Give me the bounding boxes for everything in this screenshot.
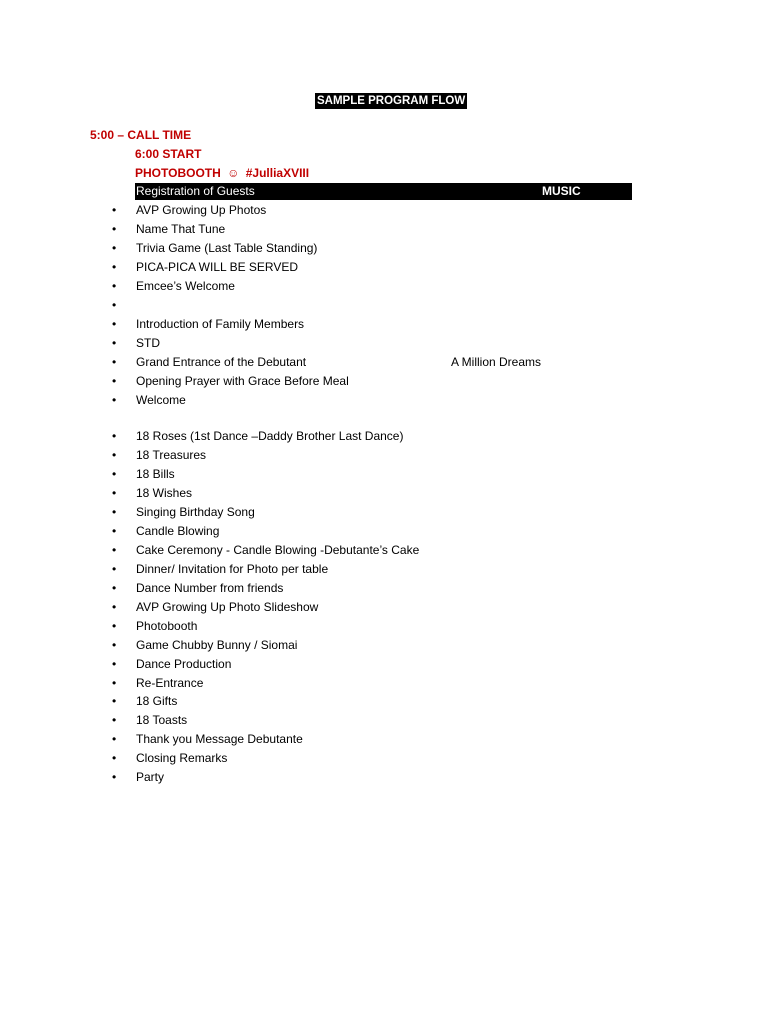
bullet-icon: •	[112, 657, 117, 671]
bar-right-label: MUSIC	[542, 184, 581, 198]
smiley-icon: ☺	[227, 166, 240, 180]
list-item-label: Name That Tune	[136, 222, 226, 236]
bullet-icon: •	[112, 467, 117, 481]
list-item	[0, 561, 768, 577]
bullet-icon: •	[112, 298, 117, 312]
bullet-icon: •	[112, 770, 117, 784]
bullet-icon: •	[112, 751, 117, 765]
bullet-icon: •	[112, 260, 117, 274]
list-item-label: Opening Prayer with Grace Before Meal	[136, 374, 349, 388]
list-item-label: Welcome	[136, 393, 186, 407]
list-item-label: Closing Remarks	[136, 751, 228, 765]
list-item-label: Party	[136, 770, 165, 784]
list-item	[0, 428, 768, 444]
bullet-icon: •	[112, 562, 117, 576]
bullet-icon: •	[112, 317, 117, 331]
start-time: 6:00 START	[135, 147, 202, 161]
list-item-label: PICA-PICA WILL BE SERVED	[136, 260, 299, 274]
list-item-label: Game Chubby Bunny / Siomai	[136, 638, 298, 652]
list-item-label: AVP Growing Up Photo Slideshow	[136, 600, 319, 614]
list-item	[0, 278, 768, 294]
list-item	[0, 316, 768, 332]
list-item	[0, 693, 768, 709]
bullet-icon: •	[112, 543, 117, 557]
list-item-label: Dinner/ Invitation for Photo per table	[136, 562, 329, 576]
photobooth-label: PHOTOBOOTH	[135, 166, 221, 180]
list-item	[0, 675, 768, 691]
list-item	[0, 731, 768, 747]
header-bar	[135, 183, 632, 200]
list-item	[0, 259, 768, 275]
list-item-label: 18 Roses (1st Dance –Daddy Brother Last Dance)	[136, 429, 404, 443]
list-item	[0, 523, 768, 539]
bullet-icon: •	[112, 374, 117, 388]
bullet-icon: •	[112, 600, 117, 614]
bullet-icon: •	[112, 619, 117, 633]
list-item-music: A Million Dreams	[451, 355, 542, 369]
list-item-label: Cake Ceremony - Candle Blowing -Debutante’s Cake	[136, 543, 420, 557]
photobooth-hashtag: #JulliaXVIII	[245, 166, 310, 180]
bullet-icon: •	[112, 336, 117, 350]
list-item-label: 18 Toasts	[136, 713, 188, 727]
list-item	[0, 712, 768, 728]
list-item-label: Introduction of Family Members	[136, 317, 305, 331]
bullet-icon: •	[112, 694, 117, 708]
list-item	[0, 580, 768, 596]
list-item	[0, 750, 768, 766]
list-item	[0, 373, 768, 389]
list-item-label: Re-Entrance	[136, 676, 204, 690]
list-item	[0, 392, 768, 408]
list-item	[0, 447, 768, 463]
list-item-label: Singing Birthday Song	[136, 505, 255, 519]
list-item-label: Dance Production	[136, 657, 232, 671]
bullet-icon: •	[112, 581, 117, 595]
bullet-icon: •	[112, 241, 117, 255]
photobooth-line	[135, 166, 309, 181]
list-item-label: 18 Gifts	[136, 694, 178, 708]
list-item	[0, 240, 768, 256]
list-item-label: STD	[136, 336, 160, 350]
list-item-label: 18 Treasures	[136, 448, 207, 462]
list-item-label: 18 Wishes	[136, 486, 193, 500]
bullet-icon: •	[112, 713, 117, 727]
list-item-label: Emcee’s Welcome	[136, 279, 235, 293]
bullet-icon: •	[112, 448, 117, 462]
list-item	[0, 542, 768, 558]
page-title: SAMPLE PROGRAM FLOW	[317, 95, 466, 107]
bullet-icon: •	[112, 524, 117, 538]
bullet-icon: •	[112, 732, 117, 746]
list-item-label: Photobooth	[136, 619, 198, 633]
bullet-icon: •	[112, 279, 117, 293]
bullet-icon: •	[112, 505, 117, 519]
list-item	[0, 221, 768, 237]
bullet-icon: •	[112, 676, 117, 690]
list-item	[0, 202, 768, 218]
bullet-icon: •	[112, 393, 117, 407]
list-item	[0, 297, 768, 313]
list-item	[0, 618, 768, 634]
list-item	[0, 637, 768, 653]
list-item	[0, 504, 768, 520]
bullet-icon: •	[112, 222, 117, 236]
list-item	[0, 599, 768, 615]
list-item	[0, 335, 768, 351]
list-item	[0, 466, 768, 482]
bullet-icon: •	[112, 355, 117, 369]
bullet-icon: •	[112, 429, 117, 443]
list-item-label: 18 Bills	[136, 467, 175, 481]
list-item-label: AVP Growing Up Photos	[136, 203, 267, 217]
call-time: 5:00 – CALL TIME	[90, 128, 192, 142]
bullet-icon: •	[112, 203, 117, 217]
bullet-icon: •	[112, 486, 117, 500]
list-item-label: Grand Entrance of the Debutant	[136, 355, 307, 369]
list-item-label: Thank you Message Debutante	[136, 732, 303, 746]
list-item	[0, 354, 768, 370]
bullet-icon: •	[112, 638, 117, 652]
list-item-label: Dance Number from friends	[136, 581, 284, 595]
list-item-label: Trivia Game (Last Table Standing)	[136, 241, 318, 255]
list-item	[0, 769, 768, 785]
bar-left-label: Registration of Guests	[136, 184, 255, 198]
list-item	[0, 485, 768, 501]
list-item-label: Candle Blowing	[136, 524, 220, 538]
list-item	[0, 656, 768, 672]
